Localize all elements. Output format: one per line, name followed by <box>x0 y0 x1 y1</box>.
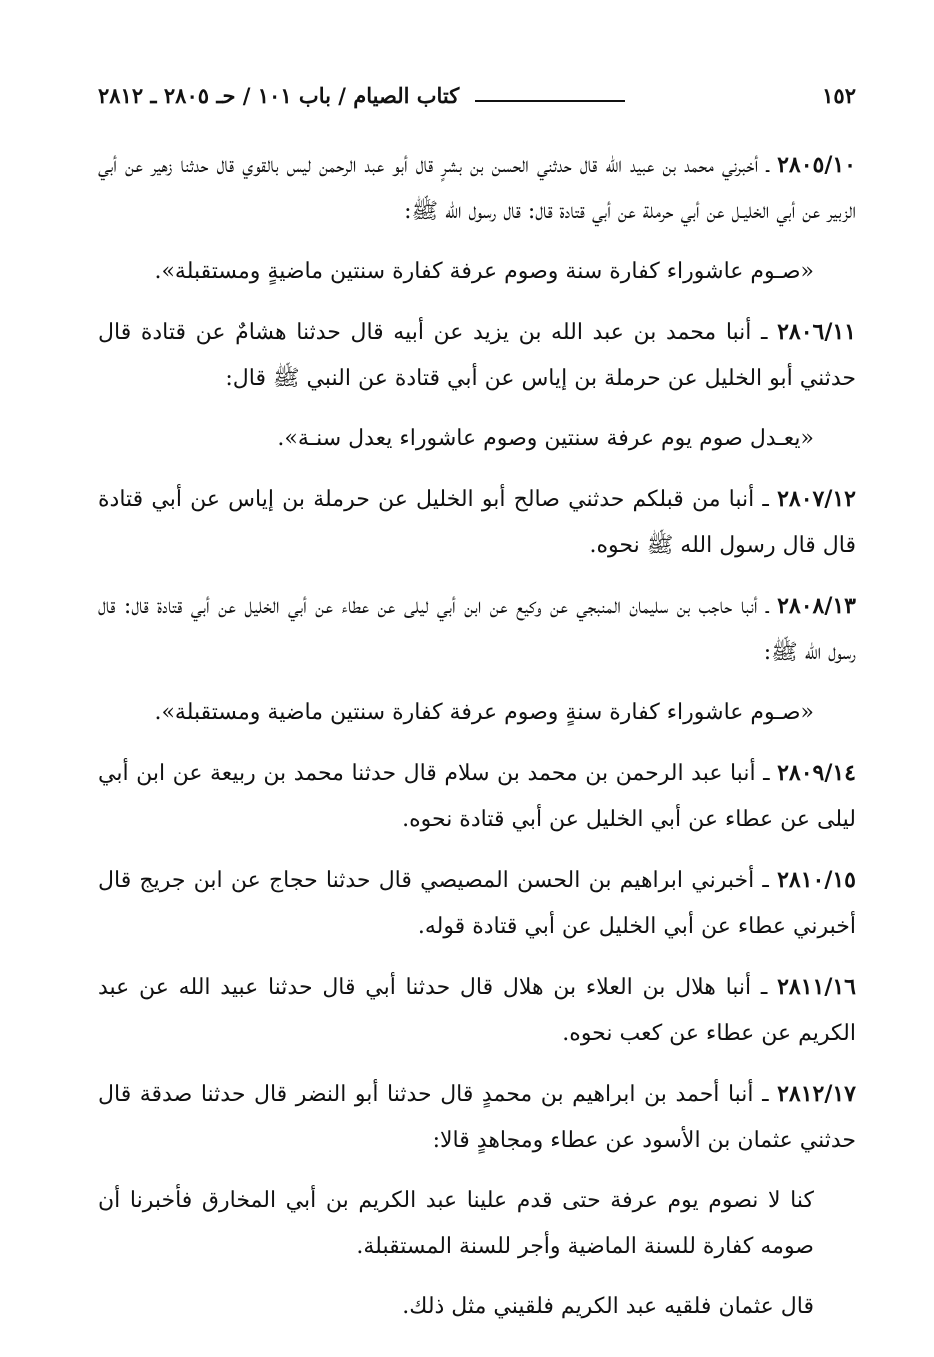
narration-text: كنا لا نصوم يوم عرفة حتى قدم علينا عبد الكريم بن أبي المخارق فأخبرنا أن صومه كفارة للسنة الماضية وأجر للسنة المستقبلة. <box>98 1188 814 1259</box>
hadith-body: ـ أخبرني ابراهيم بن الحسن المصيصي قال حدثنا حجاج عن ابن جريج قال أخبرني عطاء عن أبي الخليل عن أبي قتادة قوله. <box>98 868 856 939</box>
hadith-text <box>98 142 856 1330</box>
hadith-2810 <box>98 857 856 950</box>
hadith-2808 <box>98 583 856 676</box>
hadith-body: ـ أخبرني محمد بن عبيد الله قال حدثني الحسن بن بشرٍ قال أبو عبد الرحمن ليس بالقوي قال حدثنا زهير عن أبي الزبير عن أبي الخليـل عن أبي حرملة عن أبي قتادة قال: قال رسول الله ﷺ: <box>98 153 856 224</box>
hadith-body: ـ أنبا محمد بن عبد الله بن يزيد عن أبيه قال حدثنا هشامٌ عن قتادة قال حدثني أبو الخليل عن حرملة بن إياس عن أبي قتادة عن النبي ﷺ قال: <box>98 320 856 391</box>
hadith-number: ٢٨١١/١٦ <box>777 974 856 1000</box>
hadith-body: ـ أنبا أحمد بن ابراهيم بن محمدٍ قال حدثنا أبو النضر قال حدثنا صدقة قال حدثني عثمان بن الأسود عن عطاء ومجاهدٍ قالا: <box>98 1082 856 1153</box>
prophetic-quote: «صـوم عاشوراء كفارة سنةٍ وصوم عرفة كفارة سنتين ماضية ومستقبلة». <box>154 700 814 725</box>
hadith-2809 <box>98 750 856 843</box>
hadith-2811 <box>98 964 856 1057</box>
hadith-2806 <box>98 309 856 402</box>
hadith-body: ـ أنبا عبد الرحمن بن محمد بن سلام قال حدثنا محمد بن ربيعة عن ابن أبي ليلى عن عطاء عن أبي الخليل عن أبي قتادة نحوه. <box>98 761 856 832</box>
hadith-body: ـ أنبا هلال بن العلاء بن هلال قال حدثنا أبي قال حدثنا عبيد الله عن عبد الكريم عن عطاء عن كعب نحوه. <box>98 975 856 1046</box>
header-rule <box>475 100 625 102</box>
hadith-number: ٢٨٠٥/١٠ <box>777 152 856 178</box>
hadith-number: ٢٨١٠/١٥ <box>777 867 856 893</box>
running-head <box>98 78 856 112</box>
hadith-2805 <box>98 142 856 235</box>
hadith-2807 <box>98 476 856 569</box>
running-title: كتاب الصيام / باب ١٠١ / حـ ٢٨٠٥ ـ ٢٨١٢ <box>98 82 460 108</box>
prophetic-quote: «يعـدل صوم يوم عرفة سنتين وصوم عاشوراء يعدل سنـة». <box>277 426 814 451</box>
narration-text: قال عثمان فلقيه عبد الكريم فلقيني مثل ذلك. <box>402 1294 814 1319</box>
hadith-2812 <box>98 1071 856 1164</box>
hadith-body: ـ أنبا من قبلكم حدثني صالح أبو الخليل عن حرملة بن إياس عن أبي قتادة قال قال رسول الله ﷺ نحوه. <box>98 487 856 558</box>
hadith-number: ٢٨١٢/١٧ <box>777 1081 856 1107</box>
hadith-number: ٢٨٠٨/١٣ <box>777 593 856 619</box>
hadith-number: ٢٨٠٦/١١ <box>777 319 856 345</box>
book-page <box>98 78 856 1344</box>
prophetic-quote: «صـوم عاشوراء كفارة سنة وصوم عرفة كفارة سنتين ماضيةٍ ومستقبلة». <box>154 259 814 284</box>
hadith-number: ٢٨٠٩/١٤ <box>777 760 856 786</box>
page-number: ١٥٢ <box>822 82 856 108</box>
hadith-number: ٢٨٠٧/١٢ <box>777 486 856 512</box>
hadith-body: ـ أنبا حاجب بن سليمان المنبجي عن وكيع عن ابن أبي ليلى عن عطاء عن أبي الخليل عن أبي قتادة قال: قال رسول الله ﷺ: <box>98 594 856 665</box>
